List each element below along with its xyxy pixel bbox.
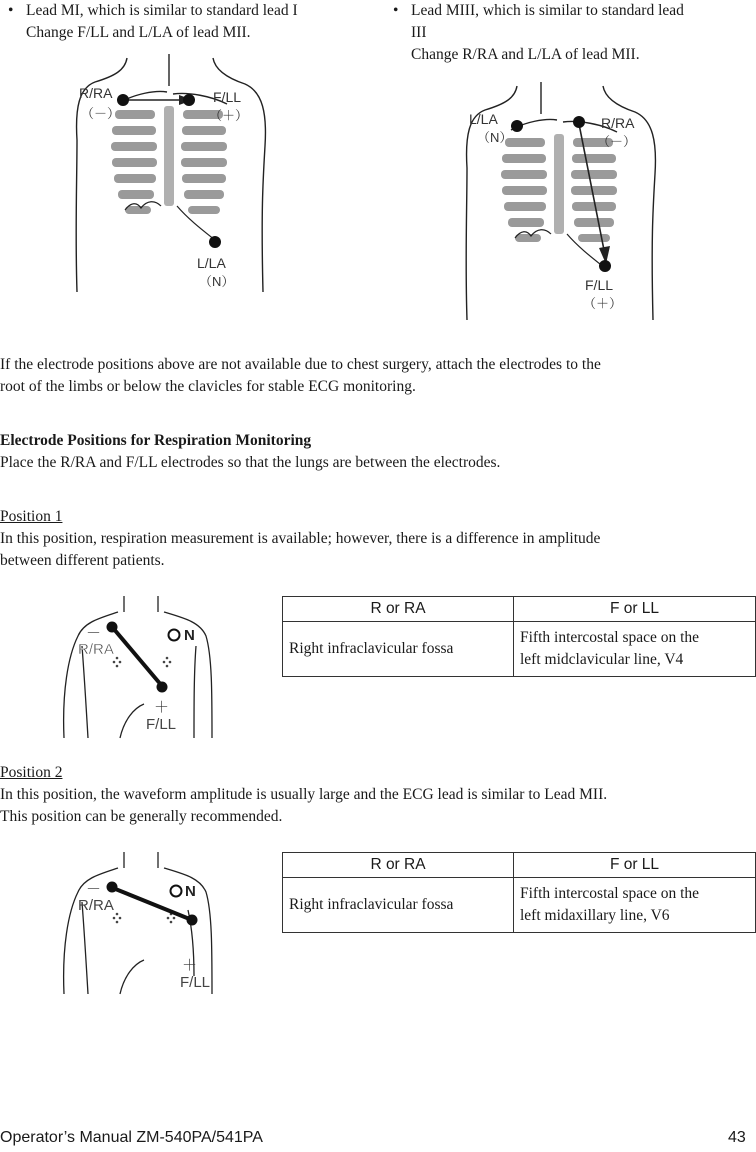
ra-electrode-dot xyxy=(107,622,118,633)
f-cell-line2: left midclavicular line, V4 xyxy=(520,651,684,668)
minus-sign: － xyxy=(86,881,102,898)
header-r-or-ra: R or RA xyxy=(283,597,514,622)
p1-lead-line xyxy=(113,628,162,686)
header-f-or-ll: F or LL xyxy=(514,597,756,622)
table-row xyxy=(283,622,756,677)
la-electrode-dot xyxy=(209,236,221,248)
f-cell-line1: Fifth intercostal space on the xyxy=(520,885,700,902)
fll-polarity: （＋） xyxy=(209,108,249,123)
respiration-text: Place the R/RA and F/LL electrodes so that the lungs are between the electrodes. xyxy=(0,454,501,471)
lead-miii-line3: Change R/RA and L/LA of lead MII. xyxy=(411,46,640,63)
footer-manual-title: Operator’s Manual ZM-540PA/541PA xyxy=(0,1129,263,1146)
header-r-or-ra: R or RA xyxy=(283,853,514,878)
ra-label: R/RA xyxy=(79,85,113,101)
ra-label: R/RA xyxy=(601,115,635,131)
la-label: L/LA xyxy=(469,111,498,127)
lead-miii-bullet xyxy=(393,0,753,66)
position2-section xyxy=(0,762,752,828)
position1-section xyxy=(0,506,752,572)
lead-mi-bullet xyxy=(8,0,368,44)
note-line2: root of the limbs or below the clavicles for stable ECG monitoring. xyxy=(0,378,416,395)
r-cell: Right infraclavicular fossa xyxy=(283,878,514,933)
position1-table xyxy=(282,596,756,677)
fll-label: F/LL xyxy=(180,974,211,991)
chest-surgery-note xyxy=(0,354,752,398)
fll-electrode-dot xyxy=(599,260,611,272)
ra-polarity: （－） xyxy=(597,134,637,149)
position2-line2: This position can be generally recommended. xyxy=(0,808,283,825)
position1-torso-figure xyxy=(60,592,230,742)
ra-label: R/RA xyxy=(78,641,114,658)
lead-miii-line1: Lead MIII, which is similar to standard lead xyxy=(411,2,684,19)
n-electrode-ring xyxy=(169,630,180,641)
ra-electrode-dot xyxy=(107,882,118,893)
bullet-dot: • xyxy=(8,2,14,19)
position2-torso-figure xyxy=(60,848,230,998)
position1-line2: between different patients. xyxy=(0,552,165,569)
la-electrode-dot xyxy=(511,120,523,132)
fll-label: F/LL xyxy=(146,716,177,733)
minus-sign: － xyxy=(86,625,102,642)
n-label: N xyxy=(184,627,195,644)
la-polarity: （N） xyxy=(477,130,513,145)
note-line1: If the electrode positions above are not available due to chest surgery, attach the electrodes to the xyxy=(0,356,601,373)
fll-label: F/LL xyxy=(585,277,614,293)
respiration-heading: Electrode Positions for Respiration Monitoring xyxy=(0,432,312,449)
ra-label: R/RA xyxy=(78,897,114,914)
la-label: L/LA xyxy=(197,255,226,271)
lead-mi-torso-figure xyxy=(65,50,305,300)
fll-electrode-dot xyxy=(187,915,198,926)
fll-polarity: （＋） xyxy=(583,296,623,311)
plus-sign: ＋ xyxy=(182,957,198,974)
lead-mi-line2: Change F/LL and L/LA of lead MII. xyxy=(26,24,251,41)
respiration-section xyxy=(0,430,752,474)
lead-miii-line2: III xyxy=(411,24,427,41)
n-label: N xyxy=(185,883,196,900)
ra-polarity: （－） xyxy=(81,106,121,121)
fll-electrode-dot xyxy=(157,682,168,693)
position1-line1: In this position, respiration measurement is available; however, there is a difference in amplitude xyxy=(0,530,601,547)
lead-mi-line1: Lead MI, which is similar to standard lead I xyxy=(26,2,298,19)
fll-electrode-dot xyxy=(183,94,195,106)
position2-table xyxy=(282,852,756,933)
bullet-dot: • xyxy=(393,2,399,19)
fll-label: F/LL xyxy=(213,89,242,105)
la-polarity: （N） xyxy=(199,274,235,289)
ra-electrode-dot xyxy=(117,94,129,106)
plus-sign: ＋ xyxy=(154,699,170,716)
f-cell xyxy=(514,878,756,933)
r-cell: Right infraclavicular fossa xyxy=(283,622,514,677)
position2-line1: In this position, the waveform amplitude is usually large and the ECG lead is similar to Lead MII. xyxy=(0,786,608,803)
n-electrode-ring xyxy=(171,886,182,897)
lead-mi-text xyxy=(26,0,298,44)
table-header-row xyxy=(283,853,756,878)
lead-miii-text xyxy=(411,0,684,66)
table-row xyxy=(283,878,756,933)
f-cell xyxy=(514,622,756,677)
f-cell-line2: left midaxillary line, V6 xyxy=(520,907,670,924)
ra-electrode-dot xyxy=(573,116,585,128)
table-header-row xyxy=(283,597,756,622)
f-cell-line1: Fifth intercostal space on the xyxy=(520,629,700,646)
header-f-or-ll: F or LL xyxy=(514,853,756,878)
page-number: 43 xyxy=(728,1129,746,1146)
position2-title: Position 2 xyxy=(0,764,63,781)
lead-miii-torso-figure xyxy=(455,78,695,328)
position1-title: Position 1 xyxy=(0,508,63,525)
